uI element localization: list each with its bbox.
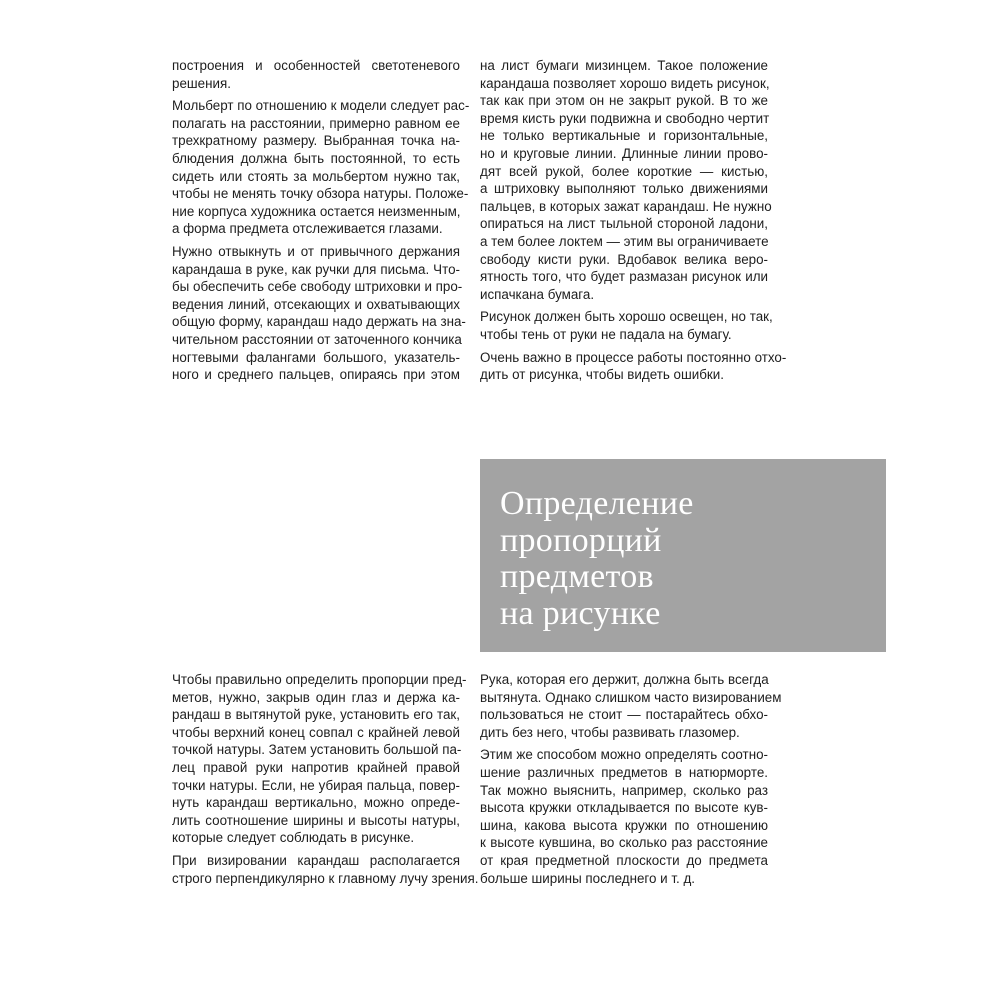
text-line: рандаш в вытянутой руке, установить его так, xyxy=(172,707,460,723)
text-line: к высоте кувшина, во сколько раз расстояние xyxy=(480,835,768,851)
text-line: ного и среднего пальцев, опираясь при этом xyxy=(172,367,460,383)
text-line: лить соотношение ширины и высоты натуры, xyxy=(172,812,460,828)
text-line: карандаша в руке, как ручки для письма. Что- xyxy=(172,261,460,277)
text-line: чтобы не менять точку обзора натуры. Положе- xyxy=(172,186,469,202)
paragraph xyxy=(172,671,467,847)
text-line: метов, нужно, закрыв один глаз и держа ка- xyxy=(172,689,460,705)
text-line: ние корпуса художника остается неизменным, xyxy=(172,203,461,219)
text-line: точки натуры. Если, не убирая пальца, повер- xyxy=(172,777,460,793)
paragraph xyxy=(172,852,479,887)
text-line: чтобы тень от руки не падала на бумагу. xyxy=(480,326,732,342)
text-line: так как при этом он не закрыт рукой. В то же xyxy=(480,93,768,109)
text-line: решения. xyxy=(172,75,231,91)
text-line: а тем более локтем — этим вы ограничиваете xyxy=(480,233,769,249)
text-line: общую форму, карандаш надо держать на зна- xyxy=(172,314,466,330)
paragraph xyxy=(172,57,460,92)
text-column-top-right xyxy=(480,57,787,389)
text-line: чтобы верхний конец совпал с крайней левой xyxy=(172,724,460,740)
text-line: лец правой руки напротив крайней правой xyxy=(172,759,460,775)
text-line: не только вертикальные и горизонтальные, xyxy=(480,128,768,144)
text-line: карандаша позволяет хорошо видеть рисунок, xyxy=(480,75,770,91)
text-line: свободу кисти руки. Вдобавок велика веро- xyxy=(480,251,768,267)
text-line: шение различных предметов в натюрморте. xyxy=(480,764,768,780)
section-title xyxy=(500,486,694,632)
section-title-line: предметов xyxy=(500,558,654,595)
text-column-top-left xyxy=(172,57,470,389)
text-line: Рисунок должен быть хорошо освещен, но так, xyxy=(480,309,773,325)
text-line: дят всей рукой, более короткие — кистью, xyxy=(480,163,768,179)
text-line: ведения линий, отсекающих и охватывающих xyxy=(172,296,460,312)
text-line: Нужно отвыкнуть и от привычного держания xyxy=(172,243,460,259)
text-line: блюдения должна быть постоянной, то есть xyxy=(172,150,460,166)
text-line: пальцев, в которых зажат карандаш. Не нужно xyxy=(480,198,772,214)
text-line: Этим же способом можно определять соотно- xyxy=(480,747,768,763)
text-line: вытянута. Однако слишком часто визированием xyxy=(480,689,782,705)
text-line: Очень важно в процессе работы постоянно отхо- xyxy=(480,349,787,365)
paragraph xyxy=(480,671,782,741)
paragraph xyxy=(480,349,787,384)
text-column-bottom-left xyxy=(172,671,479,892)
text-line: построения и особенностей светотеневого xyxy=(172,58,460,73)
text-line: которые следует соблюдать в рисунке. xyxy=(172,830,415,846)
section-title-line: Определение xyxy=(500,485,694,522)
text-line: точкой натуры. Затем установить большой па- xyxy=(172,742,462,758)
text-line: но и круговые линии. Длинные линии прово- xyxy=(480,145,768,161)
text-column-bottom-right xyxy=(480,671,782,892)
text-line: дить от рисунка, чтобы видеть ошибки. xyxy=(480,367,724,383)
text-line: пользоваться не стоит — постарайтесь обхо- xyxy=(480,707,768,723)
text-line: от края предметной плоскости до предмета xyxy=(480,852,768,868)
text-line: дить без него, чтобы развивать глазомер. xyxy=(480,724,740,740)
text-line: на лист бумаги мизинцем. Такое положение xyxy=(480,58,768,73)
paragraph xyxy=(172,243,466,384)
text-line: а штриховку выполняют только движениями xyxy=(480,181,768,197)
text-line: ногтевыми фалангами большого, указатель- xyxy=(172,349,460,365)
text-line: опираться на лист тыльной стороной ладони, xyxy=(480,216,768,232)
text-line: строго перпендикулярно к главному лучу зрения. xyxy=(172,870,479,886)
text-line: нуть карандаш вертикально, можно опреде- xyxy=(172,795,460,811)
text-line: Рука, которая его держит, должна быть всегда xyxy=(480,672,769,687)
text-line: испачкана бумага. xyxy=(480,286,595,302)
text-line: шина, какова высота кружки по отношению xyxy=(480,817,768,833)
text-line: время кисть руки подвижна и свободно чертит xyxy=(480,110,770,126)
paragraph xyxy=(172,97,470,238)
paragraph xyxy=(480,308,773,343)
text-line: сидеть или стоять за мольбертом нужно так, xyxy=(172,168,460,184)
section-title-line: на рисунке xyxy=(500,594,661,632)
text-line: При визировании карандаш располагается xyxy=(172,852,460,868)
section-title-box xyxy=(480,459,886,652)
text-line: ятность того, что будет размазан рисунок или xyxy=(480,269,768,285)
text-line: высота кружки откладывается по высоте кув- xyxy=(480,800,768,816)
text-line: больше ширины последнего и т. д. xyxy=(480,870,696,886)
text-line: Чтобы правильно определить пропорции пред- xyxy=(172,672,467,687)
text-line: Мольберт по отношению к модели следует рас- xyxy=(172,98,470,114)
section-title-line: пропорций xyxy=(500,521,662,559)
paragraph xyxy=(480,746,768,887)
text-line: чительном расстоянии от заточенного кончика xyxy=(172,331,462,347)
text-line: бы обеспечить себе свободу штриховки и про- xyxy=(172,279,463,295)
paragraph xyxy=(480,57,772,303)
text-line: трехкратному размеру. Выбранная точка на- xyxy=(172,133,460,149)
text-line: Так можно выяснить, например, сколько раз xyxy=(480,782,768,798)
text-line: а форма предмета отслеживается глазами. xyxy=(172,221,443,237)
text-line: полагать на расстоянии, примерно равном ее xyxy=(172,115,460,131)
